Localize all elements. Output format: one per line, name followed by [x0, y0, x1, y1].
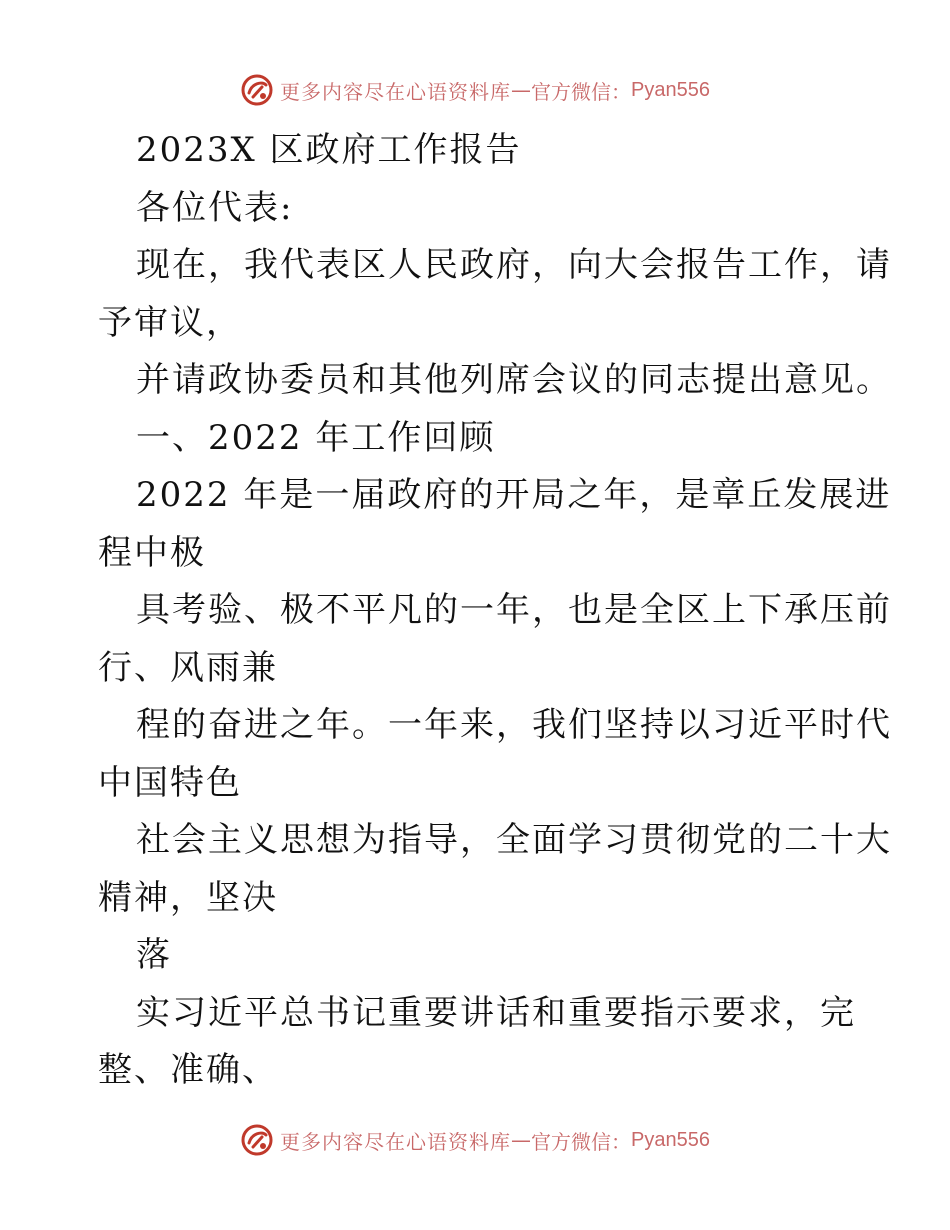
doc-line: 整、准确、 [98, 1050, 278, 1090]
watermark-text: 更多内容尽在心语资料库 [280, 1129, 512, 1154]
doc-line: 中国特色 [98, 762, 242, 803]
doc-line: 具考验、极不平凡的一年，也是全区上下承压前 [136, 590, 892, 630]
doc-line: 实习近平总书记重要讲话和重要指示要求，完 [136, 992, 856, 1033]
doc-line: 落 [136, 935, 172, 975]
watermark-separator: — [511, 1128, 532, 1152]
doc-salutation: 各位代表: [136, 187, 294, 228]
doc-section-heading: 一、2022 年工作回顾 [136, 417, 496, 458]
doc-line: 社会主义思想为指导，全面学习贯彻党的二十大 [136, 820, 892, 860]
doc-line: 程中极 [98, 532, 206, 573]
document-body [98, 122, 892, 1100]
doc-title: 2023X 区政府工作报告 [136, 130, 522, 170]
watermark-text: 更多内容尽在心语资料库 [280, 79, 512, 104]
doc-line: 予审议， [98, 302, 242, 343]
brand-logo-icon [240, 1123, 274, 1157]
doc-line: 现在，我代表区人民政府，向大会报告工作，请 [136, 245, 892, 285]
watermark-banner-top [0, 70, 950, 110]
doc-line: 程的奋进之年。一年来，我们坚持以习近平时代 [136, 705, 892, 745]
doc-line: 精神，坚决 [98, 877, 278, 918]
doc-line: 2022 年是一届政府的开局之年，是章丘发展进 [136, 475, 892, 515]
watermark-separator: — [511, 78, 532, 102]
brand-logo-icon [240, 73, 274, 107]
watermark-wechat-label: 官方微信： [531, 79, 632, 104]
watermark-banner-bottom [0, 1120, 950, 1160]
doc-line: 行、风雨兼 [98, 647, 278, 688]
doc-line: 并请政协委员和其他列席会议的同志提出意见。 [136, 360, 892, 400]
watermark-wechat-id: Pyan556 [631, 78, 710, 101]
watermark-wechat-label: 官方微信： [531, 1129, 632, 1154]
watermark-wechat-id: Pyan556 [631, 1128, 710, 1151]
